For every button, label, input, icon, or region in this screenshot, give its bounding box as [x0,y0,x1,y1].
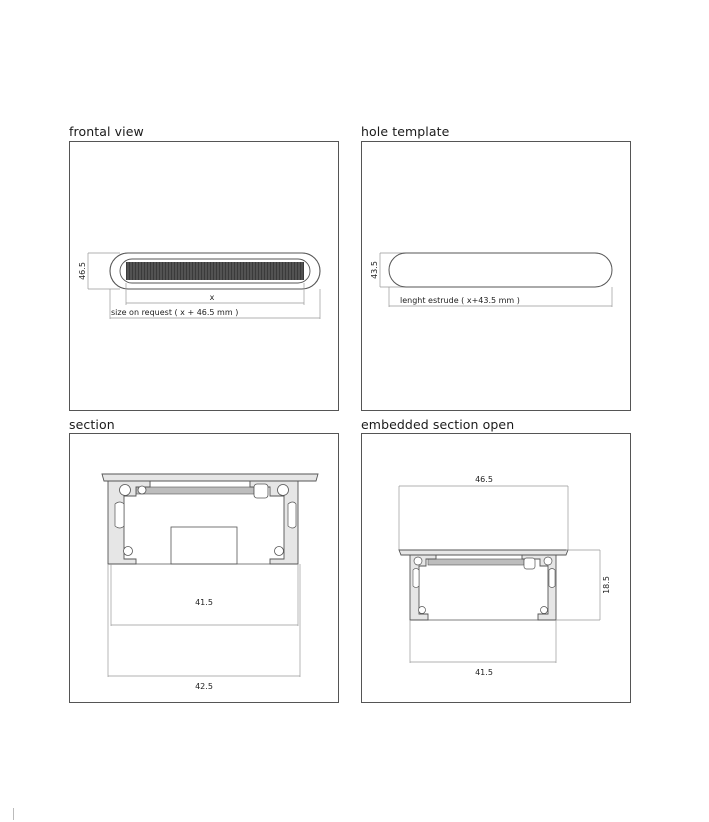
embedded-top-dim-label: 46.5 [475,475,493,484]
section-title: section [69,417,115,432]
section-top-plate [102,474,318,481]
section-inner-dim-label: 41.5 [195,598,213,607]
page-margin-mark [13,808,14,820]
hole-height-label: 43.5 [370,261,379,279]
hole-length-label: lenght estrude ( x+43.5 mm ) [400,296,520,305]
frontal-height-label: 46.5 [78,262,87,280]
frontal-view-title: frontal view [69,124,144,139]
frontal-size-label: size on request ( x + 46.5 mm ) [111,308,239,317]
frontal-view-panel [69,141,339,411]
section-outer-dim-label: 42.5 [195,682,213,691]
frontal-x-label: x [209,293,215,302]
section-lid-slot [136,487,254,494]
embedded-bottom-dim-label: 41.5 [475,668,493,677]
embedded-section-panel [361,433,631,703]
frontal-view-drawing [70,142,338,410]
hole-template-panel [361,141,631,411]
hole-shape [389,253,612,287]
hole-template-title: hole template [361,124,450,139]
section-center-box [171,527,237,564]
section-panel [69,433,339,703]
embedded-side-dim-label: 18.5 [602,576,611,594]
embedded-section-title: embedded section open [361,417,515,432]
embedded-section-drawing [362,434,630,702]
section-drawing [70,434,338,702]
hole-template-drawing [362,142,630,410]
embedded-lid-slot [428,559,524,565]
embedded-top-plate [399,550,568,555]
